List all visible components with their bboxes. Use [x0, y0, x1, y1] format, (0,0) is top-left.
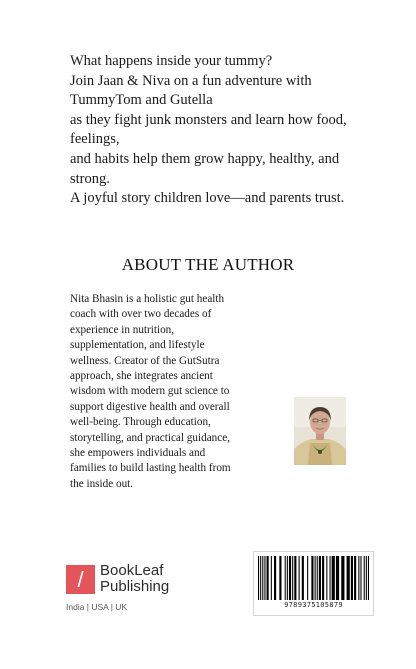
publisher-tagline: India | USA | UK: [66, 602, 128, 612]
about-author-heading: ABOUT THE AUTHOR: [121, 255, 295, 274]
publisher-name-line1: BookLeaf: [100, 562, 164, 579]
barcode-icon: [258, 556, 369, 600]
bio-line: support digestive health and overall: [70, 400, 230, 413]
blurb-line: strong.: [70, 170, 110, 187]
bio-line: families to build lasting health from: [70, 462, 231, 475]
bio-line: experience in nutrition,: [70, 323, 175, 336]
blurb-line: What happens inside your tummy?: [70, 53, 273, 69]
blurb-line: TummyTom and Gutella: [70, 92, 213, 109]
bio-line: wisdom with modern gut science to: [70, 385, 230, 398]
publisher-name-line2: Publishing: [100, 578, 170, 595]
publisher-logo-mark: [66, 565, 95, 594]
logo-slash-icon: /: [77, 567, 84, 592]
bio-line: supplementation, and lifestyle: [70, 339, 205, 352]
blurb-line: and habits help them grow happy, healthy, and: [70, 150, 340, 167]
bio-line: approach, she integrates ancient: [70, 370, 213, 383]
blurb-line: feelings,: [70, 131, 120, 148]
author-portrait-image: [294, 397, 346, 465]
bio-line: storytelling, and practical guidance,: [70, 431, 230, 444]
bio-line: Nita Bhasin is a holistic gut health: [70, 293, 225, 305]
bio-line: the inside out.: [70, 477, 134, 490]
bio-line: well-being. Through education,: [70, 416, 211, 429]
isbn-number: 9789375105879: [284, 601, 343, 609]
author-photo: [294, 397, 346, 465]
isbn-barcode: [253, 551, 374, 616]
book-blurb: [70, 52, 370, 209]
bio-line: she empowers individuals and: [70, 447, 206, 460]
blurb-line: Join Jaan & Niva on a fun adventure with: [70, 72, 312, 89]
author-bio: [70, 292, 232, 492]
publisher-name: [100, 563, 169, 595]
publisher-logo: [66, 563, 196, 615]
bio-line: coach with over two decades of: [70, 308, 212, 321]
blurb-line: A joyful story children love—and parents trust.: [70, 190, 345, 207]
blurb-line: as they fight junk monsters and learn how food,: [70, 111, 347, 128]
bio-line: wellness. Creator of the GutSutra: [70, 354, 220, 367]
